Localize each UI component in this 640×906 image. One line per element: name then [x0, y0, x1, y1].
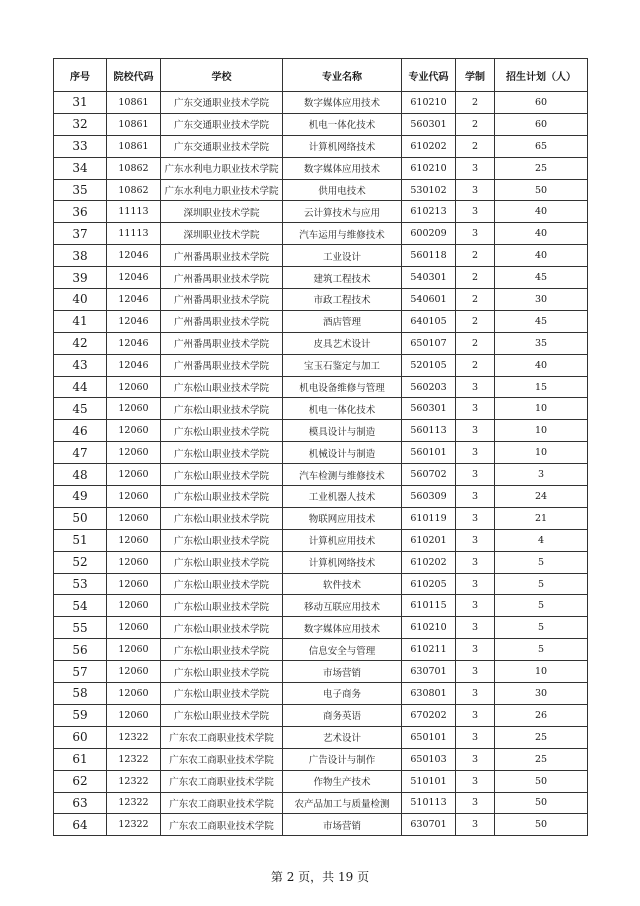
- cell-major-code: 510101: [402, 770, 456, 792]
- cell-duration: 3: [456, 639, 495, 661]
- table-row: [54, 245, 588, 267]
- cell-seq: 44: [54, 376, 107, 398]
- cell-major-name: 计算机网络技术: [283, 135, 402, 157]
- table-row: [54, 486, 588, 508]
- cell-enrollment-plan: 5: [495, 639, 588, 661]
- table-row: [54, 726, 588, 748]
- cell-school-code: 11113: [107, 201, 161, 223]
- cell-enrollment-plan: 60: [495, 92, 588, 114]
- header-duration: 学制: [456, 59, 495, 92]
- cell-enrollment-plan: 60: [495, 113, 588, 135]
- cell-school-code: 12322: [107, 770, 161, 792]
- cell-school: 广东松山职业技术学院: [161, 595, 283, 617]
- cell-duration: 3: [456, 595, 495, 617]
- cell-school: 广东农工商职业技术学院: [161, 748, 283, 770]
- header-major-name: 专业名称: [283, 59, 402, 92]
- table-row: [54, 289, 588, 311]
- cell-school-code: 12046: [107, 310, 161, 332]
- cell-school-code: 12060: [107, 704, 161, 726]
- cell-school: 广东松山职业技术学院: [161, 661, 283, 683]
- cell-major-code: 630701: [402, 814, 456, 836]
- cell-major-code: 650107: [402, 332, 456, 354]
- cell-major-name: 汽车检测与维修技术: [283, 464, 402, 486]
- cell-major-name: 市场营销: [283, 661, 402, 683]
- cell-duration: 2: [456, 113, 495, 135]
- cell-enrollment-plan: 45: [495, 267, 588, 289]
- cell-major-code: 630701: [402, 661, 456, 683]
- table-row: [54, 223, 588, 245]
- cell-major-name: 工业机器人技术: [283, 486, 402, 508]
- table-row: [54, 398, 588, 420]
- cell-major-code: 610119: [402, 507, 456, 529]
- cell-major-code: 610213: [402, 201, 456, 223]
- table-row: [54, 573, 588, 595]
- cell-major-name: 物联网应用技术: [283, 507, 402, 529]
- cell-enrollment-plan: 5: [495, 573, 588, 595]
- cell-school: 广东松山职业技术学院: [161, 573, 283, 595]
- cell-enrollment-plan: 40: [495, 223, 588, 245]
- cell-duration: 3: [456, 814, 495, 836]
- cell-school-code: 12060: [107, 376, 161, 398]
- cell-enrollment-plan: 26: [495, 704, 588, 726]
- cell-major-code: 610210: [402, 617, 456, 639]
- cell-major-name: 供用电技术: [283, 179, 402, 201]
- cell-seq: 33: [54, 135, 107, 157]
- cell-duration: 3: [456, 179, 495, 201]
- cell-major-name: 软件技术: [283, 573, 402, 595]
- cell-major-code: 520105: [402, 354, 456, 376]
- cell-seq: 39: [54, 267, 107, 289]
- cell-major-code: 610201: [402, 529, 456, 551]
- cell-school: 广州番禺职业技术学院: [161, 289, 283, 311]
- cell-enrollment-plan: 15: [495, 376, 588, 398]
- cell-seq: 53: [54, 573, 107, 595]
- cell-school: 广东农工商职业技术学院: [161, 770, 283, 792]
- cell-major-code: 560203: [402, 376, 456, 398]
- cell-school-code: 12060: [107, 683, 161, 705]
- cell-duration: 3: [456, 201, 495, 223]
- cell-school-code: 12060: [107, 507, 161, 529]
- cell-duration: 3: [456, 376, 495, 398]
- cell-enrollment-plan: 65: [495, 135, 588, 157]
- cell-major-name: 商务英语: [283, 704, 402, 726]
- cell-duration: 2: [456, 92, 495, 114]
- header-school: 学校: [161, 59, 283, 92]
- cell-school-code: 12046: [107, 332, 161, 354]
- cell-major-name: 市场营销: [283, 814, 402, 836]
- cell-school: 广州番禺职业技术学院: [161, 310, 283, 332]
- table-row: [54, 704, 588, 726]
- cell-major-name: 酒店管理: [283, 310, 402, 332]
- header-seq: 序号: [54, 59, 107, 92]
- cell-major-name: 机电一体化技术: [283, 398, 402, 420]
- cell-major-code: 630801: [402, 683, 456, 705]
- cell-school: 广东水利电力职业技术学院: [161, 179, 283, 201]
- cell-enrollment-plan: 10: [495, 398, 588, 420]
- cell-major-code: 610202: [402, 135, 456, 157]
- cell-school: 广州番禺职业技术学院: [161, 245, 283, 267]
- cell-school-code: 12060: [107, 617, 161, 639]
- cell-school: 广东松山职业技术学院: [161, 639, 283, 661]
- cell-school-code: 10862: [107, 157, 161, 179]
- cell-school-code: 12060: [107, 639, 161, 661]
- cell-major-code: 560113: [402, 420, 456, 442]
- cell-seq: 56: [54, 639, 107, 661]
- cell-seq: 34: [54, 157, 107, 179]
- cell-school-code: 12046: [107, 245, 161, 267]
- cell-seq: 41: [54, 310, 107, 332]
- cell-enrollment-plan: 21: [495, 507, 588, 529]
- cell-major-name: 模具设计与制造: [283, 420, 402, 442]
- table-row: [54, 617, 588, 639]
- table-header-row: [54, 59, 588, 92]
- cell-major-name: 宝玉石鉴定与加工: [283, 354, 402, 376]
- cell-major-name: 广告设计与制作: [283, 748, 402, 770]
- table-row: [54, 179, 588, 201]
- cell-enrollment-plan: 25: [495, 157, 588, 179]
- cell-enrollment-plan: 30: [495, 289, 588, 311]
- cell-major-name: 汽车运用与维修技术: [283, 223, 402, 245]
- cell-school: 广东松山职业技术学院: [161, 376, 283, 398]
- cell-duration: 3: [456, 420, 495, 442]
- cell-school-code: 12060: [107, 420, 161, 442]
- cell-major-code: 610202: [402, 551, 456, 573]
- cell-enrollment-plan: 4: [495, 529, 588, 551]
- cell-school: 广东松山职业技术学院: [161, 486, 283, 508]
- cell-enrollment-plan: 25: [495, 726, 588, 748]
- cell-major-code: 610210: [402, 157, 456, 179]
- cell-major-code: 610205: [402, 573, 456, 595]
- cell-duration: 3: [456, 573, 495, 595]
- cell-enrollment-plan: 10: [495, 420, 588, 442]
- cell-major-code: 560309: [402, 486, 456, 508]
- cell-school-code: 10862: [107, 179, 161, 201]
- cell-school: 广东松山职业技术学院: [161, 683, 283, 705]
- cell-seq: 63: [54, 792, 107, 814]
- cell-duration: 2: [456, 245, 495, 267]
- table-row: [54, 507, 588, 529]
- cell-school: 广东水利电力职业技术学院: [161, 157, 283, 179]
- cell-enrollment-plan: 5: [495, 617, 588, 639]
- cell-major-code: 560118: [402, 245, 456, 267]
- table-row: [54, 551, 588, 573]
- cell-major-code: 650101: [402, 726, 456, 748]
- cell-seq: 64: [54, 814, 107, 836]
- table-row: [54, 354, 588, 376]
- cell-school: 广东农工商职业技术学院: [161, 726, 283, 748]
- cell-enrollment-plan: 45: [495, 310, 588, 332]
- cell-major-name: 机械设计与制造: [283, 442, 402, 464]
- cell-duration: 2: [456, 354, 495, 376]
- cell-school-code: 12322: [107, 792, 161, 814]
- table-row: [54, 683, 588, 705]
- cell-enrollment-plan: 3: [495, 464, 588, 486]
- header-major-code: 专业代码: [402, 59, 456, 92]
- cell-major-name: 计算机网络技术: [283, 551, 402, 573]
- cell-enrollment-plan: 10: [495, 661, 588, 683]
- cell-school-code: 10861: [107, 135, 161, 157]
- cell-school: 深圳职业技术学院: [161, 223, 283, 245]
- cell-major-name: 计算机应用技术: [283, 529, 402, 551]
- cell-major-name: 信息安全与管理: [283, 639, 402, 661]
- cell-duration: 3: [456, 551, 495, 573]
- cell-enrollment-plan: 10: [495, 442, 588, 464]
- cell-major-name: 移动互联应用技术: [283, 595, 402, 617]
- cell-seq: 42: [54, 332, 107, 354]
- table-row: [54, 267, 588, 289]
- cell-school-code: 11113: [107, 223, 161, 245]
- table-row: [54, 201, 588, 223]
- cell-seq: 40: [54, 289, 107, 311]
- cell-duration: 3: [456, 442, 495, 464]
- table-row: [54, 661, 588, 683]
- cell-enrollment-plan: 5: [495, 595, 588, 617]
- table-row: [54, 792, 588, 814]
- cell-major-name: 市政工程技术: [283, 289, 402, 311]
- cell-school-code: 12322: [107, 748, 161, 770]
- cell-school: 广东交通职业技术学院: [161, 113, 283, 135]
- cell-major-code: 600209: [402, 223, 456, 245]
- cell-school: 广东松山职业技术学院: [161, 398, 283, 420]
- cell-school-code: 12060: [107, 551, 161, 573]
- table-body: [54, 92, 588, 836]
- cell-seq: 62: [54, 770, 107, 792]
- table-row: [54, 310, 588, 332]
- cell-duration: 2: [456, 267, 495, 289]
- cell-enrollment-plan: 50: [495, 179, 588, 201]
- cell-school: 广东交通职业技术学院: [161, 92, 283, 114]
- cell-school: 广东农工商职业技术学院: [161, 792, 283, 814]
- cell-seq: 36: [54, 201, 107, 223]
- cell-major-code: 610211: [402, 639, 456, 661]
- table-row: [54, 770, 588, 792]
- cell-major-name: 艺术设计: [283, 726, 402, 748]
- cell-seq: 49: [54, 486, 107, 508]
- table-row: [54, 157, 588, 179]
- cell-duration: 3: [456, 683, 495, 705]
- cell-seq: 43: [54, 354, 107, 376]
- cell-duration: 3: [456, 792, 495, 814]
- cell-seq: 32: [54, 113, 107, 135]
- cell-enrollment-plan: 24: [495, 486, 588, 508]
- cell-seq: 48: [54, 464, 107, 486]
- cell-major-code: 540301: [402, 267, 456, 289]
- cell-seq: 57: [54, 661, 107, 683]
- cell-seq: 50: [54, 507, 107, 529]
- cell-seq: 61: [54, 748, 107, 770]
- cell-seq: 51: [54, 529, 107, 551]
- cell-seq: 58: [54, 683, 107, 705]
- cell-enrollment-plan: 40: [495, 201, 588, 223]
- cell-major-code: 640105: [402, 310, 456, 332]
- cell-major-name: 数字媒体应用技术: [283, 92, 402, 114]
- cell-duration: 3: [456, 507, 495, 529]
- cell-school: 广州番禺职业技术学院: [161, 332, 283, 354]
- table-row: [54, 464, 588, 486]
- cell-seq: 59: [54, 704, 107, 726]
- cell-enrollment-plan: 50: [495, 792, 588, 814]
- cell-enrollment-plan: 30: [495, 683, 588, 705]
- cell-major-code: 560301: [402, 398, 456, 420]
- cell-school-code: 10861: [107, 92, 161, 114]
- cell-school-code: 12060: [107, 486, 161, 508]
- table-row: [54, 595, 588, 617]
- cell-school: 广东松山职业技术学院: [161, 704, 283, 726]
- cell-major-code: 560301: [402, 113, 456, 135]
- cell-duration: 3: [456, 770, 495, 792]
- cell-seq: 60: [54, 726, 107, 748]
- cell-duration: 3: [456, 661, 495, 683]
- cell-school-code: 12060: [107, 442, 161, 464]
- cell-major-name: 机电设备维修与管理: [283, 376, 402, 398]
- cell-major-name: 皮具艺术设计: [283, 332, 402, 354]
- cell-seq: 46: [54, 420, 107, 442]
- cell-school-code: 12060: [107, 464, 161, 486]
- cell-major-code: 610115: [402, 595, 456, 617]
- cell-school-code: 12322: [107, 814, 161, 836]
- cell-school: 广东松山职业技术学院: [161, 442, 283, 464]
- cell-major-name: 作物生产技术: [283, 770, 402, 792]
- cell-major-code: 610210: [402, 92, 456, 114]
- cell-school: 广东农工商职业技术学院: [161, 814, 283, 836]
- cell-duration: 3: [456, 529, 495, 551]
- cell-school-code: 12060: [107, 529, 161, 551]
- cell-school-code: 12322: [107, 726, 161, 748]
- cell-school-code: 12046: [107, 354, 161, 376]
- table-row: [54, 814, 588, 836]
- cell-duration: 3: [456, 398, 495, 420]
- cell-major-code: 560702: [402, 464, 456, 486]
- cell-major-name: 云计算技术与应用: [283, 201, 402, 223]
- table-row: [54, 639, 588, 661]
- cell-school-code: 12046: [107, 289, 161, 311]
- cell-school-code: 12060: [107, 661, 161, 683]
- cell-seq: 55: [54, 617, 107, 639]
- cell-enrollment-plan: 5: [495, 551, 588, 573]
- cell-major-name: 电子商务: [283, 683, 402, 705]
- table-row: [54, 135, 588, 157]
- cell-school-code: 12060: [107, 573, 161, 595]
- cell-seq: 45: [54, 398, 107, 420]
- cell-major-code: 540601: [402, 289, 456, 311]
- cell-seq: 47: [54, 442, 107, 464]
- cell-school: 广东松山职业技术学院: [161, 464, 283, 486]
- cell-seq: 37: [54, 223, 107, 245]
- cell-major-name: 建筑工程技术: [283, 267, 402, 289]
- cell-school: 广东松山职业技术学院: [161, 507, 283, 529]
- table-row: [54, 529, 588, 551]
- cell-school-code: 10861: [107, 113, 161, 135]
- cell-school: 广东松山职业技术学院: [161, 529, 283, 551]
- cell-seq: 54: [54, 595, 107, 617]
- cell-major-code: 530102: [402, 179, 456, 201]
- table-row: [54, 442, 588, 464]
- cell-major-code: 510113: [402, 792, 456, 814]
- cell-duration: 3: [456, 748, 495, 770]
- cell-seq: 52: [54, 551, 107, 573]
- cell-duration: 3: [456, 726, 495, 748]
- cell-duration: 2: [456, 135, 495, 157]
- cell-duration: 3: [456, 464, 495, 486]
- cell-major-code: 560101: [402, 442, 456, 464]
- cell-school-code: 12060: [107, 398, 161, 420]
- cell-duration: 3: [456, 617, 495, 639]
- cell-duration: 2: [456, 332, 495, 354]
- cell-seq: 31: [54, 92, 107, 114]
- cell-duration: 3: [456, 223, 495, 245]
- cell-major-name: 数字媒体应用技术: [283, 157, 402, 179]
- cell-enrollment-plan: 25: [495, 748, 588, 770]
- table-row: [54, 92, 588, 114]
- enrollment-table: [53, 58, 588, 836]
- cell-school: 深圳职业技术学院: [161, 201, 283, 223]
- cell-duration: 3: [456, 157, 495, 179]
- header-school-code: 院校代码: [107, 59, 161, 92]
- cell-duration: 3: [456, 486, 495, 508]
- header-enrollment-plan: 招生计划（人）: [495, 59, 588, 92]
- cell-duration: 3: [456, 704, 495, 726]
- cell-enrollment-plan: 40: [495, 354, 588, 376]
- cell-school: 广东松山职业技术学院: [161, 617, 283, 639]
- cell-school: 广东交通职业技术学院: [161, 135, 283, 157]
- cell-duration: 2: [456, 289, 495, 311]
- cell-seq: 35: [54, 179, 107, 201]
- table-row: [54, 376, 588, 398]
- table-row: [54, 748, 588, 770]
- cell-enrollment-plan: 50: [495, 770, 588, 792]
- cell-school: 广东松山职业技术学院: [161, 551, 283, 573]
- cell-school-code: 12060: [107, 595, 161, 617]
- cell-seq: 38: [54, 245, 107, 267]
- cell-school-code: 12046: [107, 267, 161, 289]
- cell-school: 广东松山职业技术学院: [161, 420, 283, 442]
- page-footer: 第 2 页，共 19 页: [270, 870, 370, 884]
- table-row: [54, 420, 588, 442]
- cell-school: 广州番禺职业技术学院: [161, 354, 283, 376]
- cell-enrollment-plan: 50: [495, 814, 588, 836]
- cell-major-name: 数字媒体应用技术: [283, 617, 402, 639]
- cell-major-code: 650103: [402, 748, 456, 770]
- cell-major-code: 670202: [402, 704, 456, 726]
- cell-major-name: 机电一体化技术: [283, 113, 402, 135]
- cell-duration: 2: [456, 310, 495, 332]
- table-row: [54, 113, 588, 135]
- cell-major-name: 工业设计: [283, 245, 402, 267]
- cell-enrollment-plan: 35: [495, 332, 588, 354]
- cell-school: 广州番禺职业技术学院: [161, 267, 283, 289]
- cell-major-name: 农产品加工与质量检测: [283, 792, 402, 814]
- table-row: [54, 332, 588, 354]
- cell-enrollment-plan: 40: [495, 245, 588, 267]
